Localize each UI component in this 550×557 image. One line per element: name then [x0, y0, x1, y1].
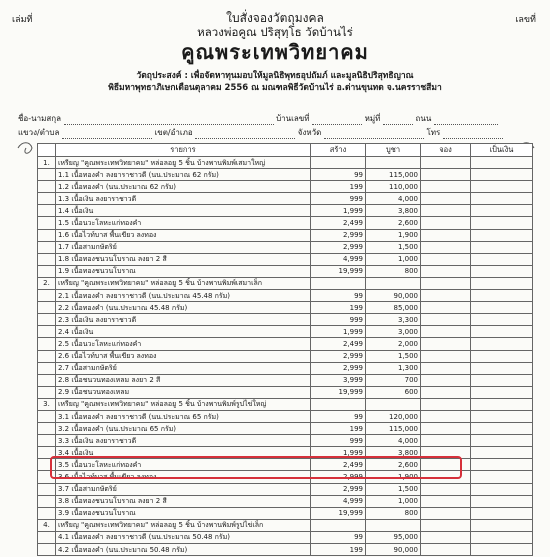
price: 90,000: [366, 290, 421, 302]
item-name: 1.1 เนื้อทองคำ ลงยาราชาวดี (นน.ประมาณ 62 กรัม): [56, 169, 311, 181]
amount-cell[interactable]: [471, 326, 533, 338]
reserve-cell[interactable]: [421, 205, 471, 217]
item-name: เหรียญ "คูณพระเทพวิทยาคม" หล่อลอยู 5 ชิ้น บ้างพานพิมพ์รูปไข่เล็ก: [56, 519, 311, 531]
item-name: 3.4 เนื้อเงิน: [56, 447, 311, 459]
price: 2,000: [366, 338, 421, 350]
table-row: [38, 386, 533, 398]
price: 115,000: [366, 423, 421, 435]
table-body: [38, 157, 533, 556]
quantity-built: 99: [311, 290, 366, 302]
reserve-cell[interactable]: [421, 531, 471, 543]
amount-cell[interactable]: [471, 265, 533, 277]
amount-cell[interactable]: [471, 386, 533, 398]
quantity-built: 199: [311, 544, 366, 556]
address-line-1: [18, 112, 538, 125]
amount-cell[interactable]: [471, 495, 533, 507]
row-number: [38, 495, 56, 507]
amount-cell[interactable]: [471, 398, 533, 410]
quantity-built: 999: [311, 314, 366, 326]
name-field[interactable]: [64, 116, 274, 125]
form-title: ใบสั่งจองวัตถุมงคล: [226, 11, 324, 25]
price: 1,000: [366, 253, 421, 265]
section-row: [38, 277, 533, 289]
price: 90,000: [366, 544, 421, 556]
quantity-built: 1,999: [311, 205, 366, 217]
reserve-cell[interactable]: [421, 544, 471, 556]
row-number: [38, 544, 56, 556]
reserve-cell[interactable]: [421, 350, 471, 362]
reserve-cell[interactable]: [421, 374, 471, 386]
price: 800: [366, 265, 421, 277]
reserve-cell[interactable]: [421, 423, 471, 435]
amount-cell[interactable]: [471, 544, 533, 556]
row-number: [38, 531, 56, 543]
price: 2,600: [366, 217, 421, 229]
khwaeng-label: แขวง/ตำบล: [18, 128, 60, 137]
item-name: 2.6 เนื้อไวท์บาส พื้นเขียว ลงทอง: [56, 350, 311, 362]
column-header-price: บูชา: [366, 144, 421, 157]
column-header-item: รายการ: [56, 144, 311, 157]
item-name: เหรียญ "คูณพระเทพวิทยาคม" หล่อลอยู 5 ชิ้น บ้างพานพิมพ์เสมาใหญ่: [56, 157, 311, 169]
amount-cell[interactable]: [471, 290, 533, 302]
reserve-cell[interactable]: [421, 157, 471, 169]
reserve-cell[interactable]: [421, 495, 471, 507]
table-row: [38, 241, 533, 253]
table-row: [38, 544, 533, 556]
monk-name: หลวงพ่อคูณ ปริสุทฺโธ วัดบ้านไร่: [197, 25, 353, 39]
tel-label: โทร: [426, 128, 441, 137]
row-number: [38, 483, 56, 495]
reserve-cell[interactable]: [421, 483, 471, 495]
price: 3,300: [366, 314, 421, 326]
amount-cell[interactable]: [471, 410, 533, 422]
row-number: [38, 362, 56, 374]
row-number: [38, 265, 56, 277]
table-row: [38, 338, 533, 350]
item-name: 4.1 เนื้อทองคำ ลงยาราชาวดี (นน.ประมาณ 50.48 กรัม): [56, 531, 311, 543]
amount-cell[interactable]: [471, 519, 533, 531]
row-number: 2.: [38, 277, 56, 289]
table-row: [38, 350, 533, 362]
document-number-label: เลขที่: [515, 15, 536, 25]
row-number: [38, 169, 56, 181]
reserve-cell[interactable]: [421, 519, 471, 531]
quantity-built: 2,999: [311, 350, 366, 362]
table-row: [38, 374, 533, 386]
amount-cell[interactable]: [471, 229, 533, 241]
table-row: [38, 253, 533, 265]
address-line-2: [18, 126, 538, 139]
row-number: [38, 423, 56, 435]
reserve-cell[interactable]: [421, 302, 471, 314]
reserve-cell[interactable]: [421, 193, 471, 205]
reserve-cell[interactable]: [421, 435, 471, 447]
row-number: [38, 193, 56, 205]
reserve-cell[interactable]: [421, 410, 471, 422]
quantity-built: 2,999: [311, 241, 366, 253]
quantity-built: 1,999: [311, 326, 366, 338]
column-header-build: สร้าง: [311, 144, 366, 157]
price: 1,300: [366, 362, 421, 374]
row-number: [38, 326, 56, 338]
quantity-built: 999: [311, 193, 366, 205]
item-name: 3.1 เนื้อทองคำ ลงยาราชาวดี (นน.ประมาณ 65 กรัม): [56, 410, 311, 422]
item-name: 3.3 เนื้อเงิน ลงยาราชาวดี: [56, 435, 311, 447]
price: 3,800: [366, 447, 421, 459]
price: 110,000: [366, 181, 421, 193]
price: [366, 157, 421, 169]
row-number: [38, 217, 56, 229]
reserve-cell[interactable]: [421, 253, 471, 265]
row-number: [38, 241, 56, 253]
amount-cell[interactable]: [471, 531, 533, 543]
section-row: [38, 519, 533, 531]
purpose-text: วัตถุประสงค์ : เพื่อจัดหาทุนมอบให้มูลนิธิพุทธอุปถัมภ์ และมูลนิธิปริสุทธิญาณ: [136, 71, 414, 81]
table-row: [38, 193, 533, 205]
item-name: 2.4 เนื้อเงิน: [56, 326, 311, 338]
reserve-cell[interactable]: [421, 338, 471, 350]
row-number: [38, 507, 56, 519]
quantity-built: 19,999: [311, 265, 366, 277]
ceremony-text: พิธีมหาพุทธาภิเษกเดือนตุลาคม 2556 ณ มณฑลพิธีวัดบ้านไร่ อ.ด่านขุนทด จ.นครราชสีมา: [108, 83, 442, 93]
quantity-built: 2,999: [311, 483, 366, 495]
book-number-label: เล่มที่: [12, 15, 33, 25]
table-row: [38, 495, 533, 507]
row-number: [38, 302, 56, 314]
reserve-cell[interactable]: [421, 314, 471, 326]
amount-cell[interactable]: [471, 314, 533, 326]
item-name: 2.3 เนื้อเงิน ลงยาราชาวดี: [56, 314, 311, 326]
item-name: 4.2 เนื้อทองคำ (นน.ประมาณ 50.48 กรัม): [56, 544, 311, 556]
column-header-amount: เป็นเงิน: [471, 144, 533, 157]
highlight-box: [50, 456, 462, 479]
row-number: 3.: [38, 398, 56, 410]
road-field[interactable]: [434, 116, 498, 125]
quantity-built: 2,999: [311, 362, 366, 374]
table-row: [38, 290, 533, 302]
row-number: [38, 205, 56, 217]
amount-cell[interactable]: [471, 277, 533, 289]
quantity-built: 2,499: [311, 459, 366, 471]
price: [366, 519, 421, 531]
column-header-no: [38, 144, 56, 157]
item-name: 2.8 เนื้อชนวนทองเหลม ลงยา 2 สี: [56, 374, 311, 386]
house-label: บ้านเลขที่: [276, 114, 310, 123]
amount-cell[interactable]: [471, 253, 533, 265]
amount-cell[interactable]: [471, 350, 533, 362]
house-field[interactable]: [312, 116, 362, 125]
table-row: [38, 217, 533, 229]
row-number: [38, 435, 56, 447]
table-header-row: [38, 144, 533, 157]
item-name: เหรียญ "คูณพระเทพวิทยาคม" หล่อลอยู 5 ชิ้น บ้างพานพิมพ์รูปไข่ใหญ่: [56, 398, 311, 410]
reserve-cell[interactable]: [421, 265, 471, 277]
table-row: [38, 265, 533, 277]
quantity-built: 19,999: [311, 507, 366, 519]
item-name: 2.7 เนื้อสามกษัตริย์: [56, 362, 311, 374]
row-number: [38, 229, 56, 241]
item-name: 3.7 เนื้อสามกษัตริย์: [56, 483, 311, 495]
item-name: 1.7 เนื้อสามกษัตริย์: [56, 241, 311, 253]
item-name: 1.2 เนื้อทองคำ (นน.ประมาณ 62 กรัม): [56, 181, 311, 193]
item-name: 1.6 เนื้อไวท์บาส พื้นเขียว ลงทอง: [56, 229, 311, 241]
price: [366, 277, 421, 289]
item-name: 3.5 เนื้อนวะโลหะแก่ทองคำ: [56, 459, 311, 471]
moo-field[interactable]: [383, 116, 413, 125]
item-name: 1.9 เนื้อทองชนวนโบราณ: [56, 265, 311, 277]
price: 3,800: [366, 205, 421, 217]
item-name: 3.6 เนื้อไวท์บาส พื้นเขียว ลงทอง: [56, 471, 311, 483]
price: 700: [366, 374, 421, 386]
price: 85,000: [366, 302, 421, 314]
item-name: 2.9 เนื้อชนวนทองเหลม: [56, 386, 311, 398]
quantity-built: 999: [311, 435, 366, 447]
reserve-cell[interactable]: [421, 169, 471, 181]
quantity-built: 19,999: [311, 386, 366, 398]
amount-cell[interactable]: [471, 181, 533, 193]
price: 115,000: [366, 169, 421, 181]
quantity-built: 1,999: [311, 447, 366, 459]
amount-cell[interactable]: [471, 447, 533, 459]
reserve-cell[interactable]: [421, 398, 471, 410]
row-number: [38, 290, 56, 302]
table-row: [38, 507, 533, 519]
tel-field[interactable]: [443, 130, 503, 139]
item-name: 3.9 เนื้อทองชนวนโบราณ: [56, 507, 311, 519]
quantity-built: 99: [311, 410, 366, 422]
table-row: [38, 423, 533, 435]
price: 95,000: [366, 531, 421, 543]
quantity-built: 4,999: [311, 253, 366, 265]
reserve-cell[interactable]: [421, 277, 471, 289]
khet-label: เขต/อำเภอ: [154, 128, 193, 137]
reserve-cell[interactable]: [421, 217, 471, 229]
table-row: [38, 181, 533, 193]
table-row: [38, 410, 533, 422]
amount-cell[interactable]: [471, 423, 533, 435]
item-name: 3.8 เนื้อทองชนวนโบราณ ลงยา 2 สี: [56, 495, 311, 507]
quantity-built: 4,999: [311, 495, 366, 507]
table-row: [38, 362, 533, 374]
reserve-cell[interactable]: [421, 181, 471, 193]
amount-cell[interactable]: [471, 459, 533, 471]
amount-cell[interactable]: [471, 483, 533, 495]
reserve-cell[interactable]: [421, 386, 471, 398]
amount-cell[interactable]: [471, 193, 533, 205]
quantity-built: [311, 157, 366, 169]
table-row: [38, 302, 533, 314]
quantity-built: 99: [311, 531, 366, 543]
reserve-cell[interactable]: [421, 326, 471, 338]
quantity-built: [311, 398, 366, 410]
row-number: [38, 253, 56, 265]
reserve-cell[interactable]: [421, 362, 471, 374]
reserve-cell[interactable]: [421, 290, 471, 302]
table-row: [38, 435, 533, 447]
table-row: [38, 326, 533, 338]
item-name: 1.4 เนื้อเงิน: [56, 205, 311, 217]
row-number: [38, 350, 56, 362]
price: 1,500: [366, 350, 421, 362]
price: 2,600: [366, 459, 421, 471]
column-header-reserve: จอง: [421, 144, 471, 157]
table-row: [38, 314, 533, 326]
row-number: [38, 314, 56, 326]
section-row: [38, 157, 533, 169]
quantity-built: 199: [311, 302, 366, 314]
khet-field[interactable]: [195, 130, 295, 139]
amount-cell[interactable]: [471, 217, 533, 229]
quantity-built: [311, 519, 366, 531]
row-number: 4.: [38, 519, 56, 531]
province-label: จังหวัด: [297, 128, 322, 137]
name-label: ชื่อ-นามสกุล: [18, 114, 61, 123]
amount-cell[interactable]: [471, 205, 533, 217]
order-table: [37, 143, 533, 556]
amount-cell[interactable]: [471, 169, 533, 181]
quantity-built: 2,499: [311, 217, 366, 229]
amount-cell[interactable]: [471, 241, 533, 253]
quantity-built: 199: [311, 423, 366, 435]
item-name: 2.2 เนื้อทองคำ (นน.ประมาณ 45.48 กรัม): [56, 302, 311, 314]
price: 800: [366, 507, 421, 519]
item-name: 3.2 เนื้อทองคำ (นน.ประมาณ 65 กรัม): [56, 423, 311, 435]
row-number: [38, 410, 56, 422]
quantity-built: 2,999: [311, 471, 366, 483]
amount-cell[interactable]: [471, 338, 533, 350]
row-number: [38, 374, 56, 386]
row-number: [38, 386, 56, 398]
amount-cell[interactable]: [471, 507, 533, 519]
quantity-built: 2,499: [311, 338, 366, 350]
price: 4,000: [366, 193, 421, 205]
row-number: 1.: [38, 157, 56, 169]
price: 1,500: [366, 241, 421, 253]
amount-cell[interactable]: [471, 435, 533, 447]
item-name: 2.1 เนื้อทองคำ ลงยาราชาวดี (นน.ประมาณ 45.48 กรัม): [56, 290, 311, 302]
price: 1,000: [366, 495, 421, 507]
table-row: [38, 205, 533, 217]
khwaeng-field[interactable]: [62, 130, 152, 139]
price: 600: [366, 386, 421, 398]
amount-cell[interactable]: [471, 362, 533, 374]
reserve-cell[interactable]: [421, 229, 471, 241]
amount-cell[interactable]: [471, 302, 533, 314]
reserve-cell[interactable]: [421, 241, 471, 253]
quantity-built: 199: [311, 181, 366, 193]
amount-cell[interactable]: [471, 157, 533, 169]
price: 3,000: [366, 326, 421, 338]
table-row: [38, 229, 533, 241]
moo-label: หมู่ที่: [364, 114, 381, 123]
amount-cell[interactable]: [471, 471, 533, 483]
item-name: เหรียญ "คูณพระเทพวิทยาคม" หล่อลอยู 5 ชิ้น บ้างพานพิมพ์เสมาเล็ก: [56, 277, 311, 289]
road-label: ถนน: [415, 114, 432, 123]
amount-cell[interactable]: [471, 374, 533, 386]
quantity-built: 2,999: [311, 229, 366, 241]
reserve-cell[interactable]: [421, 507, 471, 519]
table-row: [38, 531, 533, 543]
item-name: 1.8 เนื้อทองชนวนโบราณ ลงยา 2 สี: [56, 253, 311, 265]
table-row: [38, 483, 533, 495]
quantity-built: [311, 277, 366, 289]
item-name: 2.5 เนื้อนวะโลหะแก่ทองคำ: [56, 338, 311, 350]
province-field[interactable]: [324, 130, 424, 139]
table-row: [38, 169, 533, 181]
price: 120,000: [366, 410, 421, 422]
section-row: [38, 398, 533, 410]
price: 1,500: [366, 483, 421, 495]
price: [366, 398, 421, 410]
amulet-series-title: คูณพระเทพวิทยาคม: [181, 40, 369, 64]
quantity-built: 99: [311, 169, 366, 181]
row-number: [38, 338, 56, 350]
item-name: 1.5 เนื้อนวะโลหะแก่ทองคำ: [56, 217, 311, 229]
price: 4,000: [366, 435, 421, 447]
quantity-built: 3,999: [311, 374, 366, 386]
item-name: 1.3 เนื้อเงิน ลงยาราชาวดี: [56, 193, 311, 205]
row-number: [38, 181, 56, 193]
price: 1,900: [366, 229, 421, 241]
price: 1,900: [366, 471, 421, 483]
